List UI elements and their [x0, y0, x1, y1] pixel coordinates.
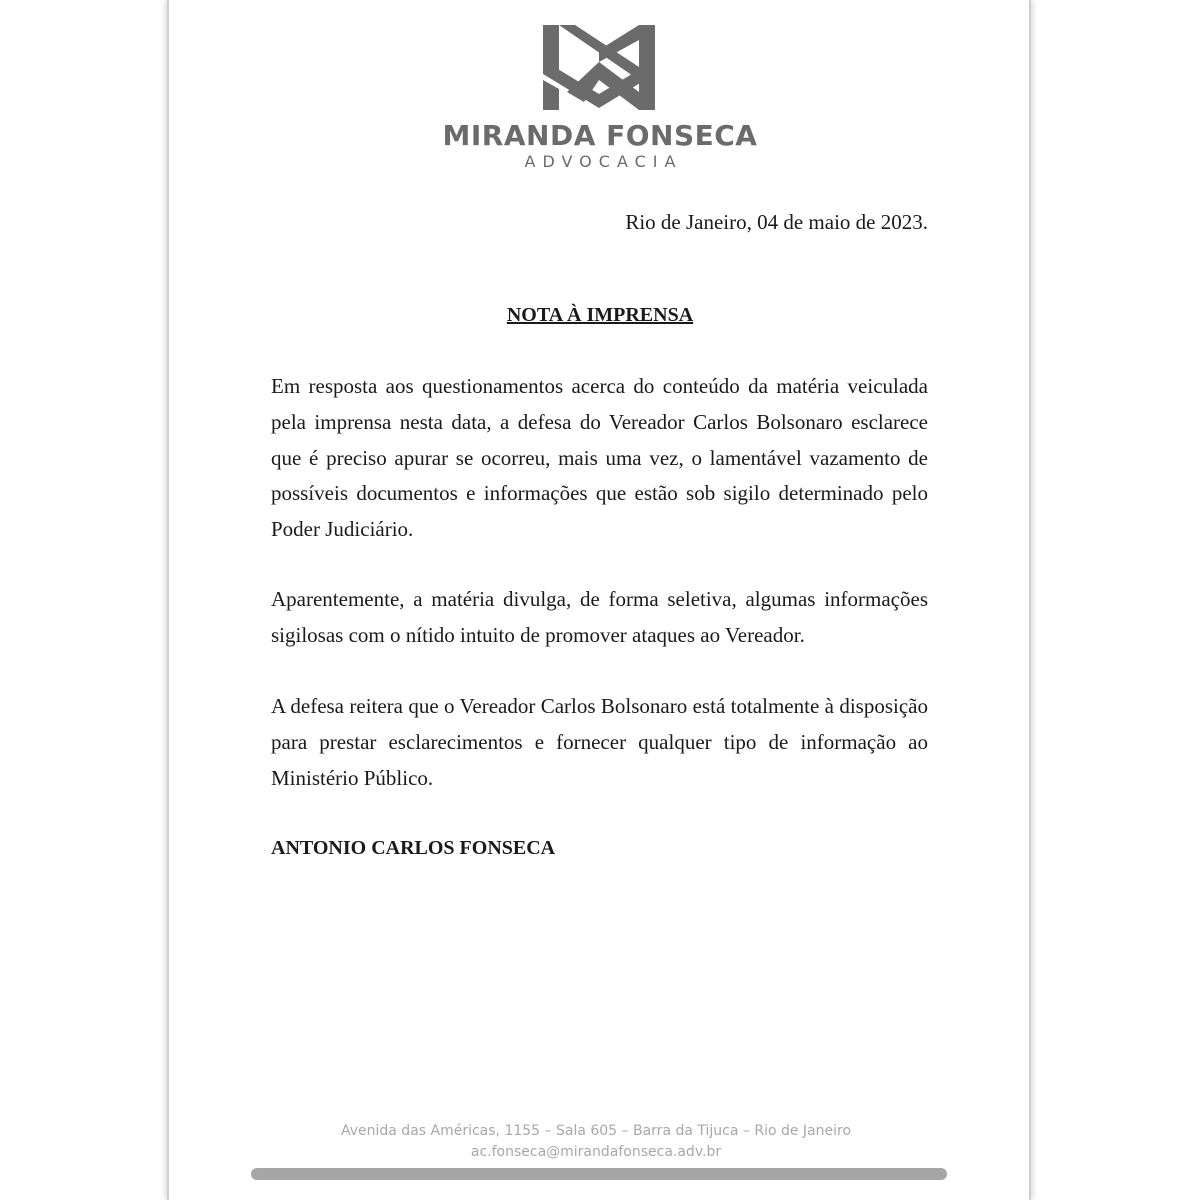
footer-email: ac.fonseca@mirandafonseca.adv.br — [470, 1144, 722, 1160]
date-line: Rio de Janeiro, 04 de maio de 2023. — [625, 210, 928, 234]
signature: ANTONIO CARLOS FONSECA — [271, 837, 556, 859]
miranda-fonseca-logo-mark — [540, 22, 658, 112]
paragraph-3: A defesa reitera que o Vereador Carlos Bolsonaro está totalmente à disposição para prestar esclarecimentos e fornecer qualquer tipo de informação ao Ministério Público. — [271, 694, 928, 790]
footer-bar — [251, 1168, 947, 1180]
firm-subtitle: ADVOCACIA — [524, 152, 683, 171]
paragraph-2: Aparentemente, a matéria divulga, de forma seletiva, algumas informações sigilosas com o nítido intuito de promover ataques ao Vereador. — [271, 587, 928, 647]
firm-name: MIRANDA FONSECA — [442, 119, 758, 152]
document-title: NOTA À IMPRENSA — [506, 304, 694, 326]
footer-address: Avenida das Américas, 1155 – Sala 605 – Barra da Tijuca – Rio de Janeiro — [340, 1123, 852, 1139]
paragraph-1: Em resposta aos questionamentos acerca do conteúdo da matéria veiculada pela imprensa nesta data, a defesa do Vereador Carlos Bolsonaro esclarece que é preciso apurar se ocorreu, mais uma vez, o lamentável vazamento de possíveis documentos e informações que estão sob sigilo determinado pelo Poder Judiciário. — [271, 374, 928, 542]
